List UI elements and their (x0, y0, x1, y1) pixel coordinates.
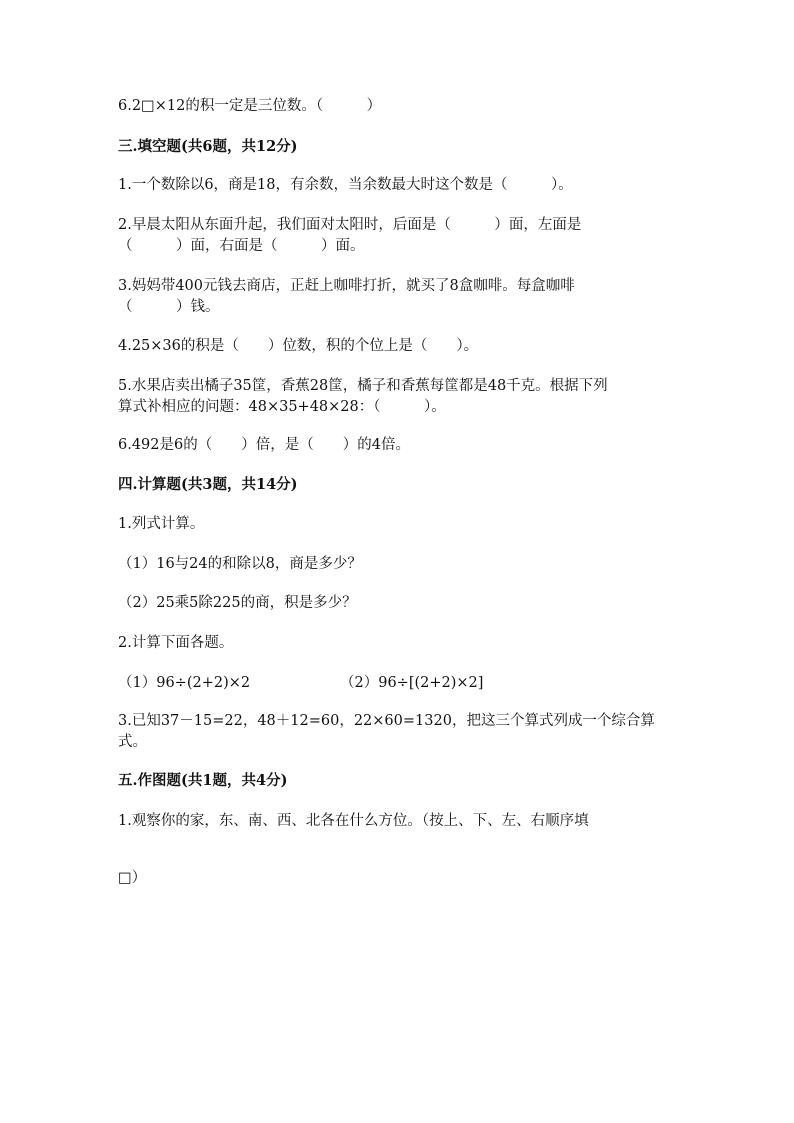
q6-multiplication: 6.2□×12的积一定是三位数。（ ） (118, 98, 382, 114)
draw-q1-line1: 1.观察你的家，东、南、西、北各在什么方位。（按上、下、左、右顺序填 (118, 813, 589, 829)
fill-q4: 4.25×36的积是（ ）位数，积的个位上是（ ）。 (118, 338, 479, 354)
calc-q2-part2: （2）96÷[(2+2)×2] (340, 675, 484, 691)
fill-q5-line2: 算式补相应的问题：48×35+48×28：（ ）。 (118, 399, 446, 415)
fill-q6: 6.492是6的（ ）倍，是（ ）的4倍。 (118, 437, 410, 453)
section-heading-drawing: 五.作图题(共1题，共4分) (118, 772, 288, 789)
calc-q1: 1.列式计算。 (118, 516, 205, 532)
fill-q1: 1.一个数除以6，商是18，有余数，当余数最大时这个数是（ ）。 (118, 177, 573, 193)
calc-q1-part1: （1）16与24的和除以8，商是多少？ (118, 556, 362, 572)
fill-q2-line2: （ ）面，右面是（ ）面。 (118, 238, 365, 254)
fill-q2-line1: 2.早晨太阳从东面升起，我们面对太阳时，后面是（ ）面，左面是 (118, 217, 582, 233)
calc-q2-part1: （1）96÷(2+2)×2 (118, 675, 251, 691)
draw-q1-line2: □） (118, 870, 147, 886)
calc-q3-line1: 3.已知37－15=22，48＋12=60，22×60=1320，把这三个算式列成一个综合算 (118, 713, 655, 729)
fill-q3-line1: 3.妈妈带400元钱去商店，正赶上咖啡打折，就买了8盒咖啡。每盒咖啡 (118, 278, 575, 294)
calc-q3-line2: 式。 (118, 734, 147, 750)
calc-q1-part2: （2）25乘5除225的商，积是多少？ (118, 595, 357, 611)
fill-q3-line2: （ ）钱。 (118, 299, 220, 315)
fill-q5-line1: 5.水果店卖出橘子35筐，香蕉28筐，橘子和香蕉每筐都是48千克。根据下列 (118, 378, 608, 394)
section-heading-fill-blank: 三.填空题(共6题，共12分) (118, 138, 298, 155)
section-heading-calculation: 四.计算题(共3题，共14分) (118, 476, 298, 493)
calc-q2: 2.计算下面各题。 (118, 635, 234, 651)
